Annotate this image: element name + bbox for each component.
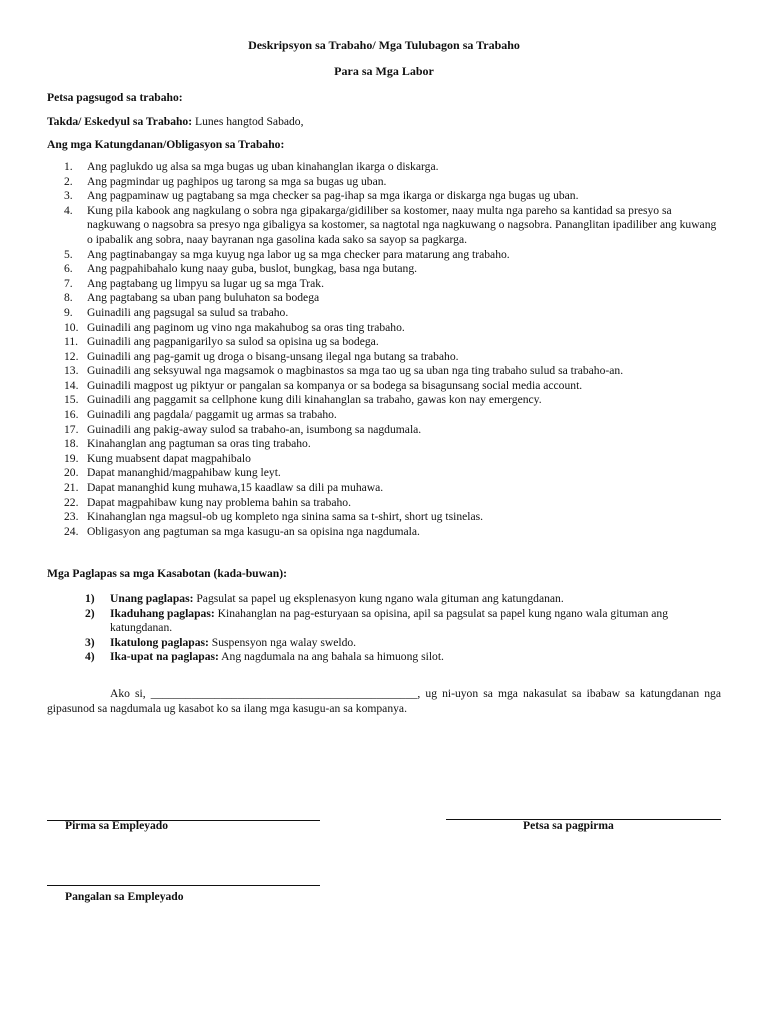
duty-item <box>47 423 721 438</box>
signature-area <box>47 806 721 926</box>
violation-text: Kinahanglan na pag-esturyaan sa opisina, apil sa pagsulat sa papel kung ngano wala gituman ang katungdanan. <box>110 606 669 635</box>
duty-text: Guinadili ang seksyuwal nga magsamok o magbinastos sa mga tao ug sa uban nga ting trabaho sulud sa trabaho-an. <box>87 364 624 378</box>
duty-number: 8. <box>64 291 73 305</box>
duty-text: Ang paglukdo ug alsa sa mga bugas ug uban kinahanglan ikarga o diskarga. <box>87 159 439 173</box>
duty-text: Ang pagtabang ug limpyu sa lugar ug sa mga Trak. <box>87 276 324 290</box>
duties-list <box>47 160 721 539</box>
document-subtitle: Para sa Mga Labor <box>334 63 434 78</box>
duty-number: 9. <box>64 305 73 319</box>
duty-number: 6. <box>64 262 73 276</box>
duty-item <box>47 248 721 263</box>
duty-text: Dapat mananghid/magpahibaw kung leyt. <box>87 466 281 480</box>
duty-number: 22. <box>64 495 79 509</box>
agreement-prefix: Ako si, <box>110 686 151 700</box>
employee-name-line[interactable] <box>47 885 320 886</box>
duty-item <box>47 496 721 511</box>
duty-number: 2. <box>64 174 73 188</box>
duty-text: Guinadili ang pagpanigarilyo sa sulod sa opisina ug sa bodega. <box>87 335 379 349</box>
duty-text: Dapat magpahibaw kung nay problema bahin sa trabaho. <box>87 495 351 509</box>
duty-item <box>47 510 721 525</box>
document-title: Deskripsyon sa Trabaho/ Mga Tulubagon sa Trabaho <box>248 38 520 52</box>
duty-number: 24. <box>64 524 79 538</box>
duty-text: Ang pagmindar ug paghipos ug tarong sa mga sa bugas ug uban. <box>87 174 387 188</box>
duty-text: Ang pagtabang sa uban pang buluhaton sa bodega <box>87 291 320 305</box>
duty-number: 3. <box>64 189 73 203</box>
duty-item <box>47 189 721 204</box>
violations-list <box>47 592 721 665</box>
duty-number: 23. <box>64 510 79 524</box>
duty-text: Ang pagpaminaw ug pagtabang sa mga checker sa pag-ihap sa mga ikarga or diskarga nga bugas ug uban. <box>87 189 579 203</box>
violation-item <box>47 607 721 636</box>
duty-number: 16. <box>64 408 79 422</box>
agreement-paragraph <box>47 687 721 716</box>
duty-item <box>47 437 721 452</box>
duty-number: 17. <box>64 422 79 436</box>
duty-item <box>47 291 721 306</box>
duty-text: Kung pila kabook ang nagkulang o sobra nga gipakarga/gidiliber sa kostomer, naay multa nga pareho sa kantidad sa presyo sa nagkuwang o nagsobra sa presyo nga gibaligya sa kostomer, sa nagtotal nga nagkuwang o nagsobra. Pananglitan ipadiliber ang kuwang o ipabalik ang sobra, naay bayranan nga gasolina kada sako sa sayop sa pagkarga. <box>87 203 717 246</box>
violation-text: Pagsulat sa papel ug eksplenasyon kung ngano wala gituman ang katungdanan. <box>193 592 564 605</box>
violation-label: Ika-upat na paglapas: <box>110 650 219 664</box>
duty-text: Guinadili ang pagdala/ paggamit ug armas sa trabaho. <box>87 408 337 422</box>
duty-text: Dapat mananghid kung muhawa,15 kaadlaw sa dili pa muhawa. <box>87 481 384 495</box>
duty-text: Guinadili ang pakig-away sulod sa trabaho-an, isumbong sa nagdumala. <box>87 422 422 436</box>
duty-item <box>47 262 721 277</box>
duty-number: 14. <box>64 378 79 392</box>
duty-number: 5. <box>64 247 73 261</box>
duty-text: Kinahanglan nga magsul-ob ug kompleto nga sinina sama sa t-shirt, short ug tsinelas. <box>87 510 484 524</box>
duty-item <box>47 321 721 336</box>
duty-item <box>47 393 721 408</box>
duty-item <box>47 175 721 190</box>
duty-item <box>47 379 721 394</box>
duty-number: 11. <box>64 335 79 349</box>
duty-number: 13. <box>64 364 79 378</box>
violation-number: 4) <box>85 650 95 664</box>
duty-number: 12. <box>64 349 79 363</box>
duty-number: 18. <box>64 437 79 451</box>
duty-number: 20. <box>64 466 79 480</box>
signing-date-label: Petsa sa pagpirma <box>523 819 614 832</box>
violations-heading: Mga Paglapas sa mga Kasabotan (kada-buwan): <box>47 567 287 581</box>
duties-heading: Ang mga Katungdanan/Obligasyon sa Trabaho: <box>47 138 285 152</box>
duty-item <box>47 466 721 481</box>
duty-item <box>47 452 721 467</box>
document-page <box>47 38 721 716</box>
schedule-line <box>47 115 721 130</box>
violation-item <box>47 592 721 607</box>
schedule-label: Takda/ Eskedyul sa Trabaho: <box>47 114 193 128</box>
schedule-value: Lunes hangtod Sabado, <box>192 114 304 128</box>
duty-text: Guinadili ang pagsugal sa sulud sa trabaho. <box>87 305 289 319</box>
duty-number: 7. <box>64 276 73 290</box>
duty-text: Obligasyon ang pagtuman sa mga kasugu-an sa opisina nga nagdumala. <box>87 524 420 538</box>
violation-number: 1) <box>85 592 95 605</box>
duty-item <box>47 335 721 350</box>
agreement-suffix: , ug ni-uyon sa mga nakasulat sa ibabaw sa katungdanan nga gipasunod sa nagdumala ug kasabot ko sa ilang mga kasugu-an sa kompanya. <box>47 686 721 715</box>
violation-number: 3) <box>85 635 95 649</box>
duty-item <box>47 204 721 248</box>
duty-item <box>47 277 721 292</box>
duty-number: 15. <box>64 393 79 407</box>
duty-text: Kung muabsent dapat magpahibalo <box>87 451 251 465</box>
duty-item <box>47 306 721 321</box>
duty-item <box>47 160 721 175</box>
duty-number: 19. <box>64 451 79 465</box>
employee-signature-label: Pirma sa Empleyado <box>65 819 169 832</box>
start-date-label: Petsa pagsugod sa trabaho: <box>47 91 183 105</box>
duty-item <box>47 408 721 423</box>
duty-text: Guinadili ang paginom ug vino nga makahubog sa oras ting trabaho. <box>87 320 405 334</box>
duty-number: 4. <box>64 203 73 217</box>
duty-number: 1. <box>64 159 73 173</box>
duty-text: Guinadili magpost ug piktyur or pangalan sa kompanya or sa bodega sa bisagunsang social media account. <box>87 378 583 392</box>
employee-name-label: Pangalan sa Empleyado <box>65 890 184 903</box>
name-blank-field[interactable]: ______________________________________________ <box>150 686 418 700</box>
duty-text: Guinadili ang pag-gamit ug droga o bisang-unsang ilegal nga butang sa trabaho. <box>87 349 459 363</box>
violation-text: Ang nagdumala na ang bahala sa himuong silot. <box>218 650 444 664</box>
duty-item <box>47 525 721 540</box>
violation-label: Ikatulong paglapas: <box>110 635 209 649</box>
duty-text: Ang pagpahibahalo kung naay guba, buslot, bungkag, basa nga butang. <box>87 262 418 276</box>
violation-item <box>47 650 721 665</box>
violation-label: Unang paglapas: <box>110 592 194 605</box>
violation-label: Ikaduhang paglapas: <box>110 606 215 620</box>
duty-text: Ang pagtinabangay sa mga kuyug nga labor ug sa mga checker para matarung ang trabaho. <box>87 247 510 261</box>
duty-number: 21. <box>64 481 79 495</box>
duty-item <box>47 481 721 496</box>
duty-item <box>47 350 721 365</box>
duty-number: 10. <box>64 320 79 334</box>
duty-item <box>47 364 721 379</box>
violation-number: 2) <box>85 606 95 620</box>
violation-item <box>47 636 721 651</box>
violation-text: Suspensyon nga walay sweldo. <box>208 635 357 649</box>
duty-text: Guinadili ang paggamit sa cellphone kung dili kinahanglan sa trabaho, gawas kon nay emergency. <box>87 393 542 407</box>
duty-text: Kinahanglan ang pagtuman sa oras ting trabaho. <box>87 437 311 451</box>
